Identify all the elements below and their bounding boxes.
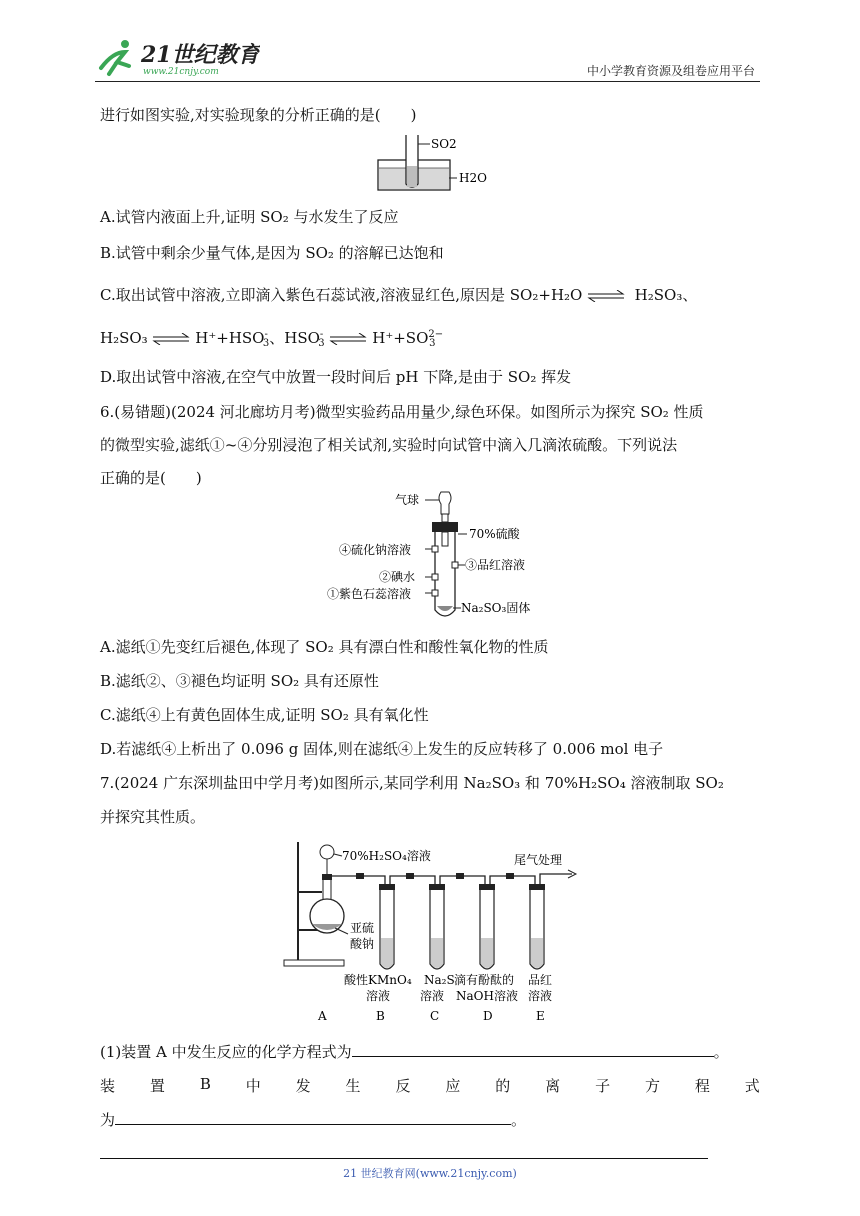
svg-text:Na₂SO₃固体: Na₂SO₃固体 (461, 601, 531, 615)
q5-option-b: B.试管中剩余少量气体,是因为 SO₂ 的溶解已达饱和 (100, 244, 444, 262)
q6-option-d: D.若滤纸④上析出了 0.096 g 固体,则在滤纸④上发生的反应转移了 0.006 mol 电子 (100, 740, 664, 758)
q5-stem: 进行如图实验,对实验现象的分析正确的是( ) (100, 106, 417, 124)
equilibrium-arrow-icon (587, 290, 625, 302)
svg-text:D: D (483, 1009, 493, 1023)
footer-text: 21 世纪教育网(www.21cnjy.com) (343, 1167, 517, 1180)
q6-stem-line2: 的微型实验,滤纸①~④分别浸泡了相关试剂,实验时向试管中滴入几滴浓硫酸。下列说法 (100, 436, 678, 454)
equilibrium-arrow-icon (152, 333, 190, 345)
logo-url: www.21cnjy.com (143, 67, 219, 77)
platform-name: 中小学教育资源及组卷应用平台 (586, 64, 755, 78)
q6-stem-line3: 正确的是( ) (100, 469, 202, 487)
svg-text:70%H₂SO₄溶液: 70%H₂SO₄溶液 (342, 849, 431, 863)
q5-option-c-text: C.取出试管中溶液,立即滴入紫色石蕊试液,溶液显红色,原因是 SO₂+H₂O (100, 286, 583, 304)
equilibrium-arrow-icon (329, 333, 367, 345)
svg-text:A: A (318, 1009, 327, 1023)
fig-h2o-label: H2O (459, 171, 487, 185)
header-divider (95, 81, 760, 82)
logo-text: 21世纪教育 (141, 42, 260, 68)
q5-option-a: A.试管内液面上升,证明 SO₂ 与水发生了反应 (100, 208, 399, 226)
q7-stem-line2: 并探究其性质。 (100, 808, 206, 826)
svg-text:70%硫酸: 70%硫酸 (469, 527, 520, 541)
answer-blank-ionic[interactable] (115, 1110, 511, 1125)
fig-so2-label: SO2 (431, 137, 457, 151)
svg-text:酸性KMnO₄: 酸性KMnO₄ (344, 973, 412, 987)
q6-stem-line1: 6.(易错题)(2024 河北廊坊月考)微型实验药品用量少,绿色环保。如图所示为探究 SO₂ 性质 (100, 403, 704, 421)
svg-text:C: C (430, 1009, 440, 1023)
svg-text:滴有酚酞的: 滴有酚酞的 (454, 973, 515, 987)
svg-text:品红: 品红 (528, 973, 553, 987)
q6-option-b: B.滤纸②、③褪色均证明 SO₂ 具有还原性 (100, 672, 379, 690)
q6-option-a: A.滤纸①先变红后褪色,体现了 SO₂ 具有漂白性和酸性氧化物的性质 (100, 638, 549, 656)
q7-sub1-line3: 为 。 (100, 1111, 527, 1129)
q5-option-d: D.取出试管中溶液,在空气中放置一段时间后 pH 下降,是由于 SO₂ 挥发 (100, 368, 572, 386)
q6-figure (325, 488, 545, 623)
svg-text:B: B (376, 1009, 385, 1023)
svg-text:④硫化钠溶液: ④硫化钠溶液 (339, 543, 412, 557)
svg-text:气球: 气球 (395, 493, 420, 507)
svg-text:溶液: 溶液 (366, 989, 391, 1003)
svg-text:溶液: 溶液 (420, 989, 445, 1003)
q5-option-c (100, 284, 697, 305)
svg-text:③品红溶液: ③品红溶液 (465, 558, 526, 572)
q7-stem-line1: 7.(2024 广东深圳盐田中学月考)如图所示,某同学利用 Na₂SO₃ 和 70%H₂SO₄ 溶液制取 SO₂ (100, 774, 724, 792)
q7-sub1-line2: 装 置 B 中 发 生 反 应 的 离 子 方 程 式 (100, 1075, 760, 1095)
q5-figure (375, 130, 490, 194)
q7-apparatus-figure (280, 838, 600, 1028)
svg-text:溶液: 溶液 (528, 989, 553, 1003)
svg-text:Na₂S: Na₂S (424, 973, 455, 987)
svg-text:尾气处理: 尾气处理 (514, 853, 563, 867)
svg-text:②碘水: ②碘水 (379, 570, 416, 584)
q5-option-c-line2: H₂SO₃ $H^++HSO^-_3$、$HSO^-_3$ $H^++SO^{2-}_3$ (100, 329, 444, 349)
svg-text:E: E (536, 1009, 545, 1023)
svg-text:①紫色石蕊溶液: ①紫色石蕊溶液 (327, 587, 412, 601)
answer-blank-equation[interactable] (352, 1042, 714, 1057)
q6-option-c: C.滤纸④上有黄色固体生成,证明 SO₂ 具有氧化性 (100, 706, 429, 724)
svg-text:酸钠: 酸钠 (350, 937, 375, 951)
q7-sub1-line1: (1)装置 A 中发生反应的化学方程式为 。 (100, 1043, 729, 1061)
q5-option-c-part2: H₂SO₃、 (634, 286, 698, 304)
svg-text:NaOH溶液: NaOH溶液 (456, 989, 518, 1003)
footer-divider (100, 1158, 708, 1159)
svg-text:亚硫: 亚硫 (350, 921, 375, 935)
